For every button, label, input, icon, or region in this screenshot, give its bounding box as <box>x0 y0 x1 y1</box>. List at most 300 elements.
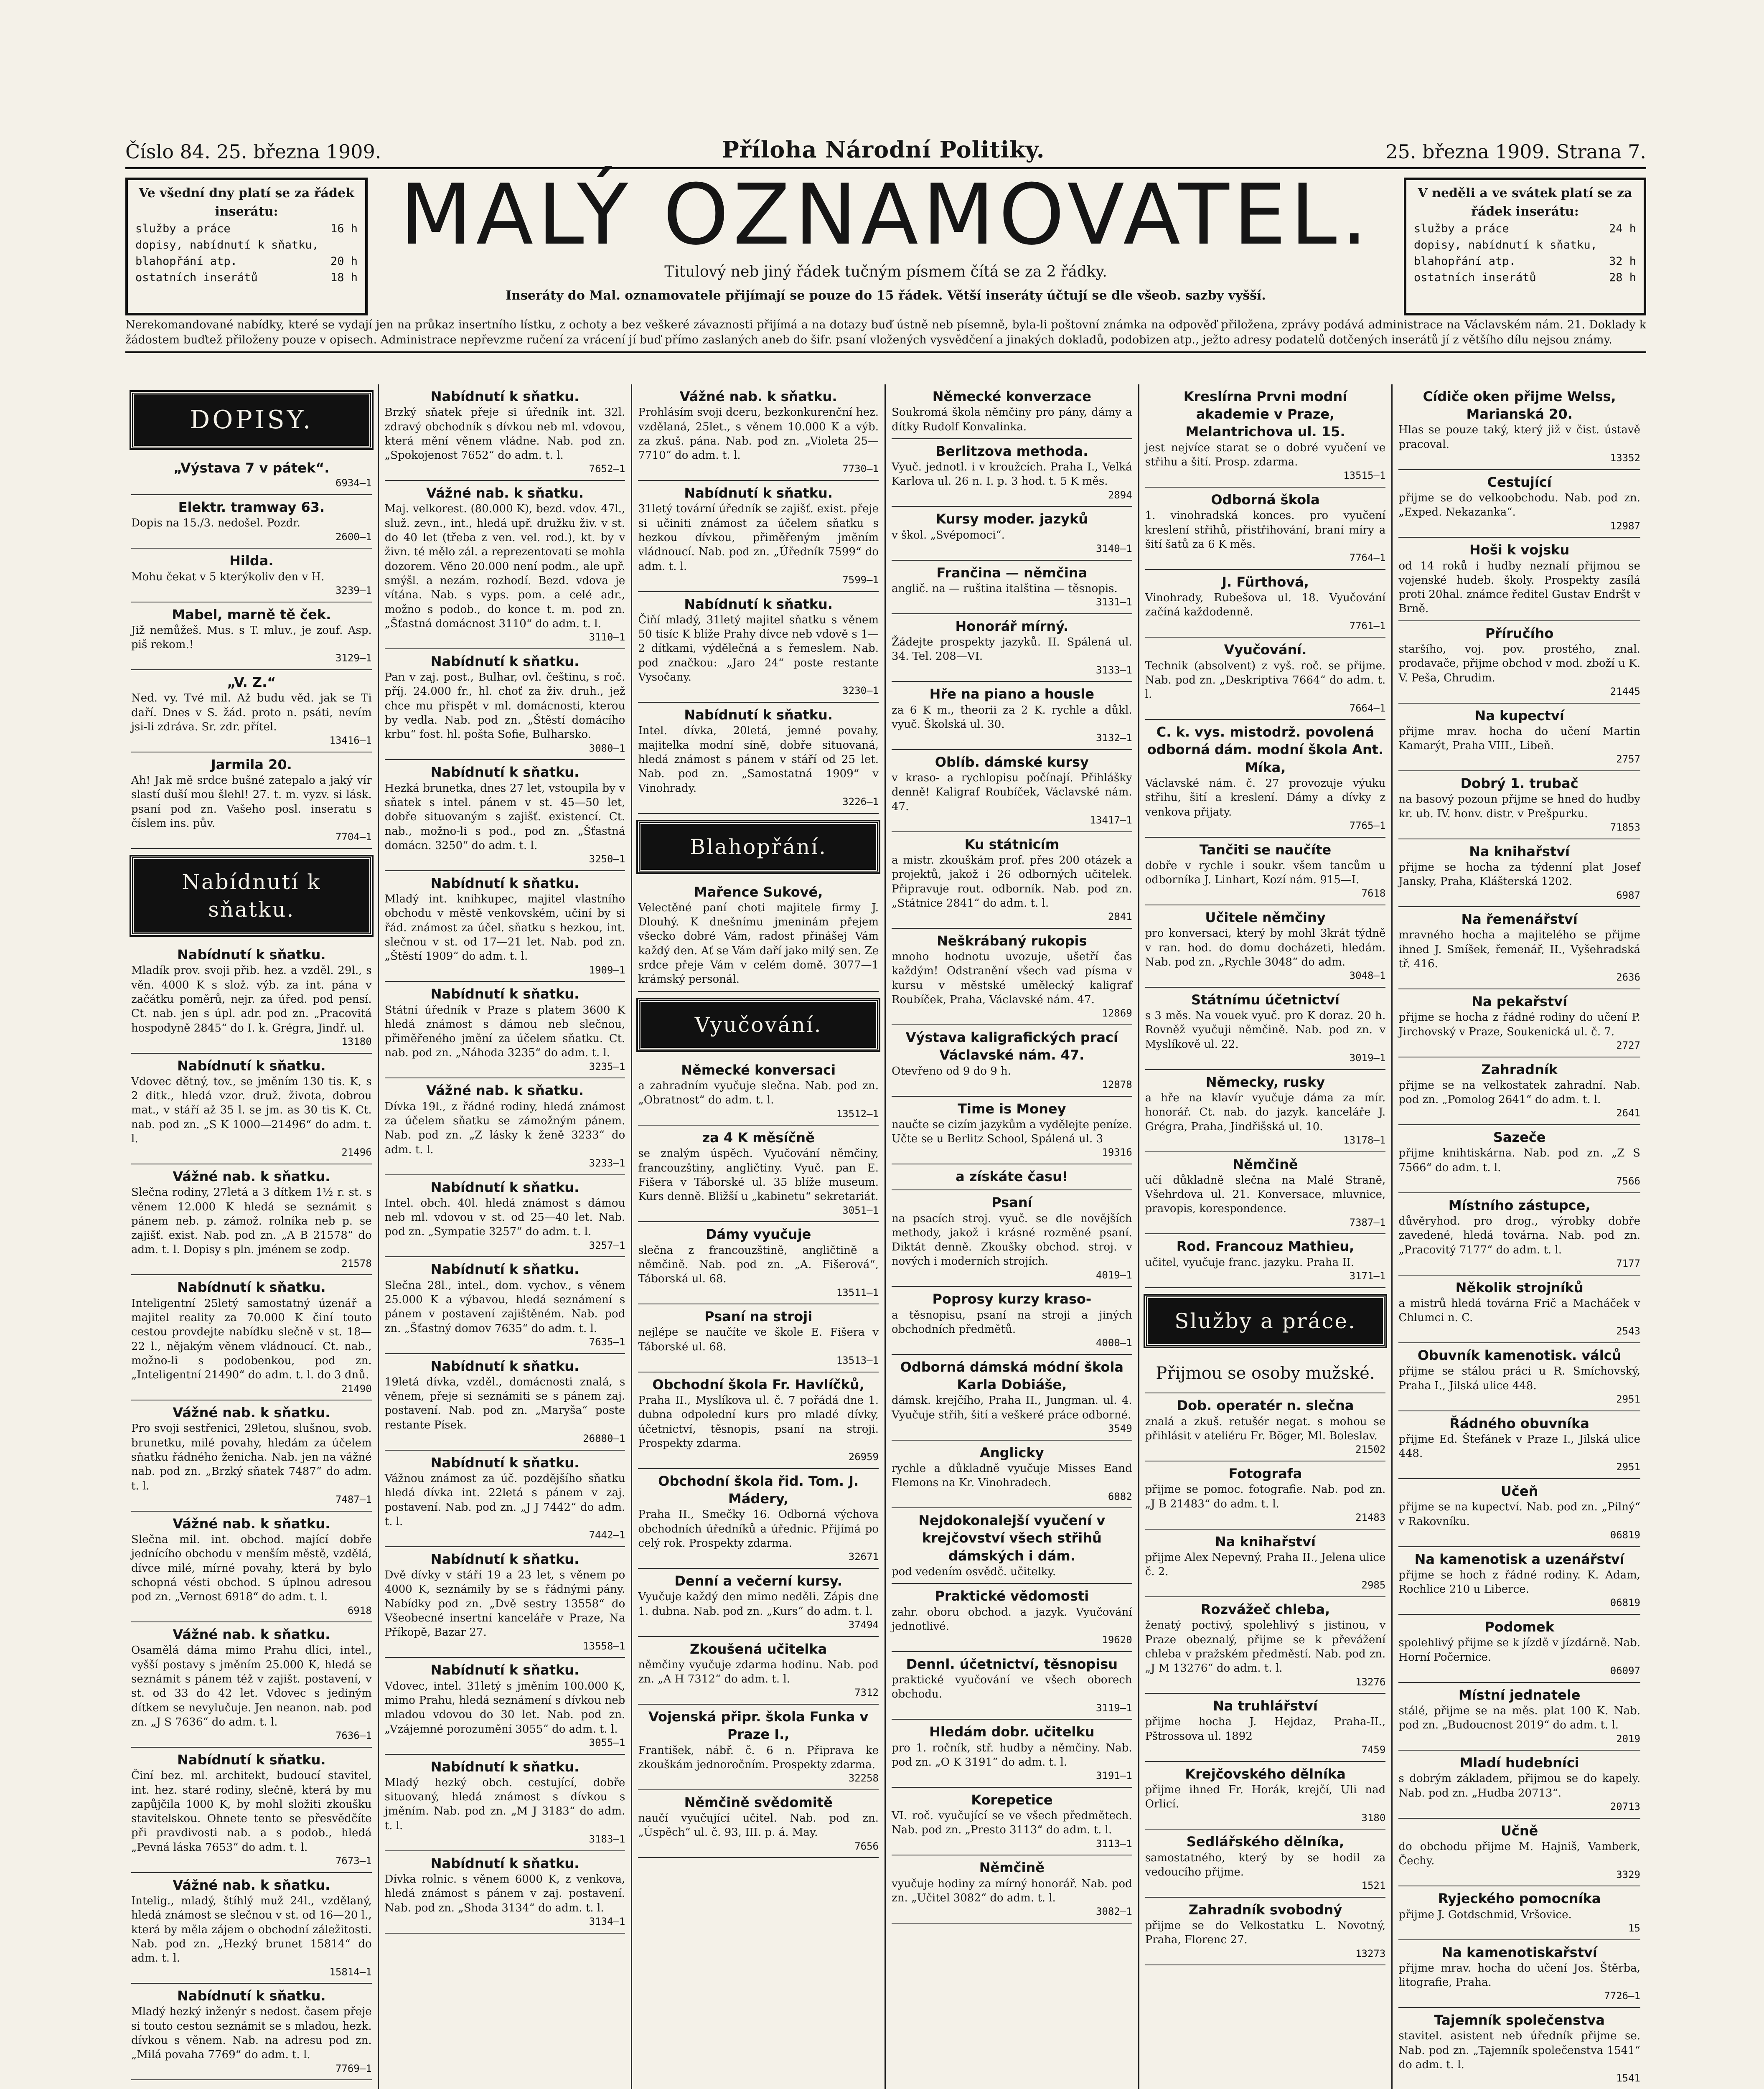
ad-heading: „Výstava 7 v pátek“. <box>173 460 330 476</box>
classified-ad <box>638 1126 879 1222</box>
ad-heading: Vážné nab. k sňatku. <box>426 485 584 501</box>
ad-body: s dobrým základem, přijmou se do kapely. Nab. pod zn. „Hudba 20713“. <box>1398 1772 1640 1799</box>
ad-body: Velectěné paní choti majitele firmy J. Dlouhý. K dnešnímu jmeninám přejem všecko dobré Vám, radost přinášej Vám každý den. Ať se Vám daří jako milý sen. Ze srdce přeje Vám v celém domě. 3077—1 krámský personál. <box>638 901 879 986</box>
ad-heading: Denní a večerní kursy. <box>674 1573 842 1589</box>
rate-row <box>1414 253 1636 269</box>
ad-heading: za 4 K měsíčně <box>702 1130 815 1146</box>
classified-ad <box>892 384 1132 439</box>
ad-ref: 71853 <box>1610 821 1640 834</box>
ad-ref: 32671 <box>848 1551 879 1563</box>
ad-body: do obchodu přijme M. Hajniš, Vamberk, Čechy. <box>1398 1840 1640 1868</box>
ad-body: František, nábř. č. 6 n. Připrava ke zkouškám jednoročním. Prospekty zdarma. <box>638 1744 879 1771</box>
ad-body: VI. roč. vyučující se ve všech předmětech. Nab. pod zn. „Presto 3113“ do adm. t. l. <box>892 1809 1132 1837</box>
ad-ref: 2985 <box>1361 1579 1386 1591</box>
ad-body: mravného hocha a majitelého se přijme ihned J. Smíšek, řemenář, II., Vyšehradská tř. 416. <box>1398 929 1640 971</box>
ad-ref: 3119—1 <box>1096 1702 1132 1714</box>
ad-heading: Hře na piano a housle <box>929 686 1094 702</box>
ad-heading: Řádného obuvníka <box>1449 1415 1589 1431</box>
ad-heading: Nabídnutí k sňatku. <box>177 1751 326 1768</box>
classified-ad <box>638 1058 879 1126</box>
ad-ref: 13276 <box>1355 1676 1386 1688</box>
ad-ref: 21496 <box>341 1146 372 1159</box>
ad-heading: Oblíb. dámské kursy <box>935 754 1089 770</box>
classified-ad <box>385 481 625 649</box>
ad-body: ženatý poctivý, spolehlivý s jistinou, v Praze obeznalý, přijme se k převážení chleba v pražském předměstí. Nab. pod zn. „J M 13276“ do adm. t. l. <box>1145 1619 1386 1675</box>
ad-ref: 26959 <box>848 1451 879 1463</box>
ad-ref: 3129—1 <box>335 652 372 664</box>
ad-heading: Sedlářského dělníka, <box>1186 1834 1345 1850</box>
ad-heading: Rozvážeč chleba, <box>1200 1601 1330 1618</box>
ad-body: přijme se hoch z řádné rodiny. K. Adam, Rochlice 210 u Liberce. <box>1398 1568 1640 1596</box>
ad-ref: 3257—1 <box>589 1239 625 1251</box>
ad-ref: 6882 <box>1108 1490 1132 1502</box>
ad-body: Mohu čekat v 5 kterýkoliv den v H. <box>131 570 325 583</box>
ad-ref: 3549 <box>1108 1423 1132 1435</box>
classified-ad <box>1145 638 1386 720</box>
classified-ad <box>638 1304 879 1372</box>
ad-ref: 7312 <box>854 1687 879 1699</box>
ad-body: Vyučuje každý den mimo neděli. Zápis dne 1. dubna. Nab. pod zn. „Kurs“ do adm. t. l. <box>638 1591 879 1618</box>
ad-heading: Sazeče <box>1493 1129 1546 1146</box>
ad-ref: 7704—1 <box>335 831 372 843</box>
ad-heading: Německé konversaci <box>681 1062 836 1078</box>
ad-heading: Německy, rusky <box>1205 1074 1325 1090</box>
ad-ref: 21502 <box>1355 1443 1386 1456</box>
ad-heading: Několik strojníků <box>1455 1279 1584 1296</box>
ad-body: přijme Alex Nepevný, Praha II., Jelena ulice č. 2. <box>1145 1551 1386 1578</box>
ad-heading: Státnímu účetnictví <box>1191 991 1340 1008</box>
newspaper-page <box>125 125 1646 2089</box>
ad-body: Pro svoji sestřenici, 29letou, slušnou, svob. brunetku, milé povahy, hledám za účelem sňatku řádného ženicha. Nab. jen na vážné nab. pod zn. „Brzký sňatek 7487“ do adm. t. l. <box>131 1422 372 1492</box>
ad-ref: 3134—1 <box>589 1915 625 1927</box>
classified-ad <box>1145 488 1386 570</box>
ad-body: přijme J. Gotdschmid, Vršovice. <box>1398 1908 1572 1921</box>
ad-heading: Mabel, marně tě ček. <box>172 606 331 623</box>
classified-ad <box>1398 1683 1640 1751</box>
ad-body: Intel. dívka, 20letá, jemné povahy, majitelka modní síně, dobře situovaná, hledá známost s pánem v stáří od 25 let. Nab. pod zn. „Samostatná 1909“ v Vinohrady. <box>638 724 879 795</box>
ad-body: Činí bez. ml. architekt, budoucí stavitel, int. hez. staré rodiny, slečně, která by mu zapůjčila 1000 K, by mohl složiti zkoušku stavitelskou. Ohnete tento se přesvědčíte při pravdivosti nab. a s podob., hledá „Pevná láska 7653“ do adm. t. l. <box>131 1769 372 1854</box>
ad-heading: Nabídnutí k sňatku. <box>430 1662 580 1678</box>
ad-body: Státní úředník v Praze s platem 3600 K hledá známost s dámou neb slečnou, přiměřeného jmění za účelem sňatku. Ct. nab. pod zn. „Náhoda 3235“ do adm. t. l. <box>384 1004 625 1060</box>
rate-price: 20 h <box>330 255 358 268</box>
column-6 <box>1393 384 1646 2089</box>
ad-ref: 06819 <box>1610 1597 1640 1609</box>
ad-ref: 21578 <box>341 1257 372 1269</box>
classified-ad <box>1398 1193 1640 1276</box>
ad-heading: Tančiti se naučíte <box>1199 841 1332 858</box>
ad-ref: 13416—1 <box>329 734 372 747</box>
classified-ad <box>892 1508 1132 1584</box>
ad-body: Technik (absolvent) z vyš. roč. se přijme. Nab. pod zn. „Deskriptiva 7664“ do adm. t. l. <box>1145 659 1386 701</box>
rate-row <box>1414 237 1636 253</box>
ad-body: přijme hocha J. Hejdaz, Praha-II., Pštrossova ul. 1892 <box>1145 1715 1386 1743</box>
ad-ref: 4019—1 <box>1096 1269 1132 1281</box>
ad-body: Vážnou známost za úč. pozdějšího sňatku hledá dívka int. 22letá s pánem v zaj. postavení. Nab. pod zn. „J J 7442“ do adm. t. l. <box>384 1472 625 1528</box>
rate-label: dopisy, nabídnutí k sňatku, <box>135 239 319 252</box>
ad-heading: Berlitzova methoda. <box>935 443 1088 459</box>
ad-body: přijme se hocha z řádné rodiny do učení P. Jirchovský v Praze, Soukenická ul. č. 7. <box>1398 1011 1640 1038</box>
rate-label: služby a práce <box>135 222 231 235</box>
ad-heading: Nabídnutí k sňatku. <box>430 653 580 669</box>
ad-heading: Místního zástupce, <box>1448 1197 1591 1213</box>
ad-ref: 1909—1 <box>589 964 625 976</box>
ad-ref: 1521 <box>1361 1880 1386 1892</box>
ad-body: němčiny vyučuje zdarma hodinu. Nab. pod zn. „A H 7312“ do adm. t. l. <box>638 1658 879 1686</box>
rate-label: ostatních inserátů <box>135 271 258 285</box>
ad-heading: Zahradník svobodný <box>1188 1901 1342 1918</box>
classified-ad <box>892 1097 1132 1165</box>
rate-row <box>135 253 358 269</box>
ad-body: dobře v rychle i soukr. všem tancům u odborníka J. Linhart, Kozí nám. 915—I. <box>1145 859 1386 887</box>
ad-heading: Zahradník <box>1481 1061 1558 1078</box>
classified-ad <box>1398 907 1640 989</box>
ad-body: praktické vyučování ve všech oborech obchodu. <box>892 1674 1132 1701</box>
classified-ad <box>892 929 1132 1025</box>
ad-ref: 6987 <box>1616 889 1640 901</box>
classified-ad <box>385 871 625 982</box>
ad-ref: 2841 <box>1108 911 1132 923</box>
ad-body: na basový pozoun přijme se hned do hudby kr. ub. IV. honv. distr. v Prešpurku. <box>1398 793 1640 820</box>
ad-body: zahr. oboru obchod. a jazyk. Vyučování jednotlivé. <box>892 1606 1132 1633</box>
ad-heading: Ku státnicím <box>964 836 1060 852</box>
classified-ad <box>1145 1762 1386 1830</box>
ad-body: pro 1. ročník, stř. hudby a němčiny. Nab. pod zn. „O K 3191“ do adm. t. l. <box>892 1741 1132 1769</box>
ad-ref: 13273 <box>1355 1947 1386 1959</box>
ad-body: pro konversaci, který by mohl 3krát týdně v ran. hod. do domu docházeti, hledám. Nab. pod zn. „Rychle 3048“ do adm. <box>1145 927 1386 968</box>
ad-heading: Němčině <box>1233 1156 1298 1172</box>
ad-body: stavitel. asistent neb úředník přijme se. Nab. pod zn. „Tajemník společenstva 1541“ do adm. t. l. <box>1398 2030 1640 2071</box>
classified-ad <box>131 1512 372 1622</box>
ad-heading: Němčině <box>979 1860 1045 1876</box>
ad-ref: 7656 <box>854 1840 879 1852</box>
ad-heading: Hoši k vojsku <box>1469 542 1570 558</box>
classified-ad <box>131 670 372 752</box>
section-banner-dopisy: DOPISY. <box>131 392 372 448</box>
ad-body: mnoho hodnotu uvozuje, ušetří čas každým! Odstranění všech vad písma v kursu v městské umělecký kaligraf Roubíček, Praha, Václavské nám. 47. <box>892 950 1132 1006</box>
ad-body: Intel. obch. 40l. hledá známost s dámou neb ml. vdovou v st. od 25—40 let. Nab. pod zn. „Sympatie 3257“ do adm. t. l. <box>384 1197 625 1238</box>
ad-body: Brzký sňatek přeje si úředník int. 32l. zdravý obchodník s dívkou neb ml. vdovou, která mění věnem vládne. Nab. pod zn. „Spokojenost 7652“ do adm. t. l. <box>384 406 625 462</box>
classified-ad <box>892 1287 1132 1355</box>
section-subtitle: Titulový neb jiný řádek tučným písmem čítá se za 2 řádky. <box>664 263 1107 280</box>
classified-ad <box>638 1222 879 1304</box>
ad-body: Slečna 28l., intel., dom. vychov., s věnem 25.000 K a výbavou, hledá seznámení s pánem v postavení zajištěném. Nab. pod zn. „Šťastný domov 7635“ do adm. t. l. <box>384 1279 625 1335</box>
classified-ad <box>892 1788 1132 1856</box>
ad-heading: Nabídnutí k sňatku. <box>430 1358 580 1374</box>
ad-body: Vdovec dětný, tov., se jměním 130 tis. K, s 2 ditk., hledá vzor. druž. života, dobrou mat., v stáří až 35 l. se jm. as 30 tis K. Ct. nab. pod zn. „S K 1000—21496“ do adm. t. l. <box>131 1075 372 1146</box>
ad-ref: 3019—1 <box>1349 1052 1386 1064</box>
classified-ad <box>638 1372 879 1469</box>
ad-body: Praha II., Myslíkova ul. č. 7 pořádá dne 1. dubna odpolední kurs pro mladé dívky, účetnictví, těsnopis, psaní na stroji. Prospekty zdarma. <box>638 1394 879 1450</box>
classified-ad <box>1398 1615 1640 1683</box>
ad-body: Dívka 19l., z řádné rodiny, hledá známost za účelem sňatku se zámožným pánem. Nab. pod zn. „Z lásky k ženě 3233“ do adm. t. l. <box>384 1100 625 1156</box>
ad-heading: Nejdokonalejší vyučení v krejčovství všech střihů dámských i dám. <box>918 1512 1106 1564</box>
classified-ad <box>892 439 1132 507</box>
ad-heading: Odborná dámská módní škola Karla Dobiáše, <box>900 1359 1123 1393</box>
ad-ref: 7618 <box>1361 887 1386 900</box>
ad-ref: 1541 <box>1616 2072 1640 2084</box>
ad-body: rychle a důkladně vyučuje Misses Eand Flemons na Kr. Vinohradech. <box>892 1462 1132 1489</box>
ad-ref: 3183—1 <box>589 1833 625 1845</box>
ad-body: přijme knihtiskárna. Nab. pod zn. „Z S 7566“ do adm. t. l. <box>1398 1147 1640 1174</box>
classified-ad <box>638 1469 879 1569</box>
ad-heading: Vážné nab. k sňatku. <box>173 1626 330 1643</box>
ad-ref: 3140—1 <box>1096 542 1132 554</box>
ad-ref: 3329 <box>1616 1868 1640 1881</box>
weekday-rates-heading: Ve všední dny platí se za řádek inserátu: <box>139 186 354 219</box>
ad-heading: Jarmila 20. <box>211 756 292 773</box>
ad-heading: Ryjeckého pomocníka <box>1438 1891 1601 1907</box>
section-banner-snatky: Nabídnutí k sňatku. <box>131 856 372 935</box>
ad-ref: 3191—1 <box>1096 1770 1132 1782</box>
ad-body: stálé, přijme se na měs. plat 100 K. Nab. pod zn. „Budoucnost 2019“ do adm. t. l. <box>1398 1704 1640 1732</box>
ad-body: důvěryhod. pro drog., výrobky dobře zavedené, hledá továrna. Nab. pod zn. „Pracovitý 7177“ do adm. t. l. <box>1398 1215 1640 1256</box>
ad-ref: 3226—1 <box>842 795 879 808</box>
ad-body: přijme mrav. hocha do učení Jos. Štěrba, litografie, Praha. <box>1398 1962 1640 1989</box>
ad-ref: 7764—1 <box>1349 552 1386 564</box>
classified-ad <box>1145 720 1386 837</box>
classified-ad <box>892 1720 1132 1788</box>
classified-ad <box>1398 1547 1640 1615</box>
classified-ad <box>892 682 1132 750</box>
ad-heading: Nabídnutí k sňatku. <box>177 1279 326 1296</box>
ad-heading: Na truhlářství <box>1213 1698 1318 1714</box>
ad-heading: „V. Z.“ <box>227 674 276 691</box>
ad-heading: Nabídnutí k sňatku. <box>177 947 326 963</box>
ad-heading: Na kamenotiskařství <box>1441 1944 1597 1960</box>
ad-heading: Na kupectví <box>1474 707 1564 724</box>
ad-ref: 21445 <box>1610 685 1640 697</box>
classified-ad <box>1398 989 1640 1057</box>
ad-heading: Příručího <box>1485 625 1554 641</box>
classified-ad <box>131 1873 372 1984</box>
ad-body: Otevřeno od 9 do 9 h. <box>892 1065 1012 1078</box>
ad-heading: Vážné nab. k sňatku. <box>426 1083 584 1099</box>
classified-ad <box>1398 1057 1640 1126</box>
classified-ad <box>131 602 372 671</box>
supplement-title: Příloha Národní Politiky. <box>722 136 1045 163</box>
weekday-rates-box <box>125 178 368 315</box>
ad-body: Dopis na 15./3. nedošel. Pozdr. <box>131 517 301 530</box>
ad-body: Již nemůžeš. Mus. s T. mluv., je zouf. Asp. piš rekom.! <box>131 624 372 651</box>
ad-heading: Dámy vyučuje <box>705 1226 811 1243</box>
ad-ref: 7177 <box>1616 1257 1640 1269</box>
classified-ad <box>1145 1461 1386 1530</box>
holiday-rates-box <box>1404 178 1646 315</box>
ad-heading: Dennl. účetnictví, těsnopisu <box>906 1656 1118 1672</box>
ad-body: Osamělá dáma mimo Prahu dlíci, intel., vyšší postavy s jměním 25.000 K, hledá se seznámit s pánem též v zajišt. postavení, v st. od 33 do 42 let. Vdovec s jediným dítkem se nevylučuje. Jen neanon. nab. pod zn. „J S 7636“ do adm. t. l. <box>131 1644 372 1728</box>
ad-body: pod vedením osvědč. učitelky. <box>892 1565 1056 1578</box>
ad-heading: Honorář mírný. <box>955 618 1069 634</box>
ad-ref: 3235—1 <box>589 1060 625 1072</box>
classified-ad <box>1145 905 1386 988</box>
ad-body: Hlas se pouze taký, který již v čist. ústavě pracoval. <box>1398 424 1640 451</box>
ad-ref: 3230—1 <box>842 685 879 697</box>
ad-heading: Nabídnutí k sňatku. <box>430 986 580 1002</box>
classified-ad <box>892 1164 1132 1190</box>
ad-body: 19letá dívka, vzděl., domácnosti znalá, s věnem, přeje si seznámiti se s pánem zaj. postavení. Nab. pod zn. „Maryša“ poste restante Písek. <box>384 1375 625 1431</box>
ad-heading: Fotografa <box>1228 1465 1302 1482</box>
ad-ref: 2600—1 <box>335 531 372 543</box>
ad-body: s 3 měs. Na vouek vyuč. pro K doraz. 20 h. Rovněž vyučuji němčině. Nab. pod zn. v Myslíkově ul. 22. <box>1145 1009 1386 1051</box>
classified-ad <box>385 1078 625 1175</box>
section-title: MALÝ OZNAMOVATEL. <box>399 166 1372 264</box>
ad-ref: 19316 <box>1102 1146 1132 1159</box>
rate-label: ostatních inserátů <box>1414 271 1536 285</box>
ad-ref: 3131—1 <box>1096 596 1132 608</box>
column-4 <box>886 384 1139 2089</box>
ad-heading: Nabídnutí k sňatku. <box>177 1057 326 1074</box>
classified-ad <box>385 982 625 1078</box>
ad-ref: 7636—1 <box>335 1730 372 1742</box>
ad-heading: Místní jednatele <box>1458 1687 1581 1703</box>
classified-ad <box>1398 470 1640 538</box>
rate-label: blahopřání atp. <box>135 255 237 268</box>
ad-heading: Nabídnutí k sňatku. <box>430 1855 580 1871</box>
classified-ad <box>385 649 625 760</box>
ad-body: 31letý tovární úředník se zajišť. exist. přeje si učiniti známost za účelem sňatku s hezkou dívkou, přiměřeným jměním vládnoucí. Nab. pod zn. „Úředník 7599“ do adm. t. l. <box>638 503 879 573</box>
ad-heading: Učeň <box>1500 1483 1538 1499</box>
ad-heading: Vážné nab. k sňatku. <box>173 1515 330 1532</box>
rate-price: 18 h <box>330 271 358 285</box>
classified-ad <box>1398 1886 1640 1940</box>
ad-body: Dívka rolnic. s věnem 6000 K, z venkova, hledá známost s pánem v zaj. postavení. Nab. pod zn. „Shoda 3134“ do adm. t. l. <box>384 1873 625 1914</box>
ad-ref: 3080—1 <box>589 742 625 754</box>
ad-heading: Obchodní škola Fr. Havlíčků, <box>652 1376 864 1393</box>
ad-heading: Nabídnutí k sňatku. <box>177 1988 326 2004</box>
classified-ad <box>385 1451 625 1547</box>
ad-body: a mistr. zkouškám prof. přes 200 otázek a projektů, jakož i 26 odborných učitelek. Připravuje rout. odborník. Nab. pod zn. „Státnice 2841“ do adm. t. l. <box>892 854 1132 910</box>
ad-ref: 3055—1 <box>589 1736 625 1748</box>
classified-ad <box>1145 1530 1386 1598</box>
ad-heading: Mladí hudebníci <box>1459 1755 1579 1771</box>
classified-ad <box>1398 2008 1640 2089</box>
classified-ad <box>1145 1393 1386 1461</box>
ad-heading: Němčině svědomitě <box>684 1794 833 1810</box>
ad-ref: 3239—1 <box>335 584 372 596</box>
classified-ad <box>131 752 372 849</box>
holiday-rates-heading: V neděli a ve svátek platí se za řádek inserátu: <box>1418 186 1632 219</box>
classified-ad <box>1398 1411 1640 1479</box>
classified-ad <box>385 1175 625 1258</box>
ad-body: samostatného, který by se hodil za vedoucího přijme. <box>1145 1851 1386 1878</box>
ad-ref: 3180 <box>1361 1812 1386 1824</box>
classified-ad <box>131 943 372 1053</box>
ad-ref: 7652—1 <box>589 463 625 475</box>
classified-ad <box>131 1164 372 1275</box>
ad-ref: 3250—1 <box>589 853 625 865</box>
ad-ref: 3132—1 <box>1096 732 1132 744</box>
classified-ad <box>1145 1694 1386 1762</box>
ad-ref: 13352 <box>1610 452 1640 464</box>
ad-body: Mladý int. knihkupec, majitel vlastního obchodu v městě venkovském, učiní by si řád. známost za účel. sňatku s hezkou, int. slečnou v st. od 17—21 let. Nab. pod zn. „Štěstí 1909“ do adm. t. l. <box>384 893 625 963</box>
classified-ad <box>1145 1597 1386 1694</box>
classified-ad <box>385 1257 625 1354</box>
classified-ad <box>638 1569 879 1637</box>
classified-ad <box>892 561 1132 614</box>
classified-ad <box>892 1441 1132 1509</box>
ad-body: Mladý hezký obch. cestující, dobře situovaný, hledá známost s dívkou s jměním. Nab. pod zn. „M J 3183“ do adm. t. l. <box>384 1776 625 1832</box>
ad-heading: Vážné nab. k sňatku. <box>679 389 837 404</box>
classified-ad <box>1398 1125 1640 1193</box>
ad-heading: Dob. operatér n. slečna <box>1177 1398 1354 1414</box>
classified-ad <box>385 1851 625 1934</box>
ad-body: a zahradním vyučuje slečna. Nab. pod zn. „Obratnost“ do adm. t. l. <box>638 1079 879 1107</box>
classified-ad <box>892 1355 1132 1441</box>
ad-body: Vdovec, intel. 31letý s jměním 100.000 K, mimo Prahu, hledá seznámení s dívkou neb mladou vdovou do 30 let. Nab. pod zn. „Vzájemné porozumění 3055“ do adm. t. l. <box>384 1680 625 1736</box>
ad-heading: Vážné nab. k sňatku. <box>173 1877 330 1893</box>
ad-heading: Nabídnutí k sňatku. <box>430 764 580 780</box>
ad-ref: 7664—1 <box>1349 702 1386 714</box>
ad-ref: 2641 <box>1616 1107 1640 1119</box>
classified-ad <box>892 1652 1132 1720</box>
ad-heading: a získáte času! <box>956 1169 1068 1185</box>
ad-body: Mladý hezký inženýr s nedost. časem přeje si touto cestou seznámit se s mladou, hezk. dívkou s věnem. Nab. na adresu pod zn. „Milá povaha 7769“ do adm. t. l. <box>131 2005 372 2061</box>
rate-row <box>135 237 358 253</box>
ad-heading: Odborná škola <box>1211 492 1320 508</box>
ad-body: a těsnopisu, psaní na stroji a jiných obchodních předmětů. <box>892 1309 1132 1336</box>
ad-ref: 13515—1 <box>1343 470 1386 482</box>
classified-ad <box>892 1190 1132 1287</box>
ad-ref: 2894 <box>1108 489 1132 501</box>
ad-heading: Tajemník společenstva <box>1434 2012 1605 2028</box>
ad-heading: Rod. Francouz Mathieu, <box>1176 1238 1355 1255</box>
ad-heading: Psaní na stroji <box>704 1309 813 1325</box>
ad-ref: 3171—1 <box>1349 1270 1386 1282</box>
classified-ad <box>1398 771 1640 839</box>
ad-ref: 13180 <box>341 1035 372 1047</box>
classified-ad <box>638 1705 879 1790</box>
ad-heading: Time is Money <box>958 1100 1066 1117</box>
classified-ad <box>1398 1940 1640 2008</box>
page-info: 25. března 1909. Strana 7. <box>1385 140 1646 163</box>
ad-heading: Praktické vědomosti <box>935 1588 1089 1604</box>
ad-body: se znalým úspěch. Vyučování němčiny, francouzštiny, angličtiny. Vyuč. pan E. Fišera v Táborské ul. 35 blíže museum. Kurs denně. Bližší u „kabinetu“ sekretariát. <box>638 1147 879 1203</box>
ad-body: od 14 roků i hudby neznalí přijmou se vojenské hudeb. školy. Prospekty zasílá proti 20hal. známce ředitel Gustav Endršt v Brně. <box>1398 559 1640 615</box>
ad-body: Dvě dívky v stáří 19 a 23 let, s věnem po 4000 K, seznámily by se s řádnými pány. Nabídky pod zn. „Dvě sestry 13558“ do Všeobecné insertní kanceláře v Praze, Na Příkopě, Bazar 27. <box>384 1569 625 1639</box>
classified-ad <box>1398 1343 1640 1411</box>
classified-ad <box>131 1984 372 2080</box>
ad-body: Pan v zaj. post., Bulhar, ovl. češtinu, s roč. příj. 24.000 fr., hl. choť za živ. druh., jež chce mu přispět v ml. domácnosti, kterou by vedla. Nab. pod zn. „Štěstí domácího krbu“ fost. hl. pošta Sofie, Bulharsko. <box>384 671 625 741</box>
rate-row <box>1414 269 1636 286</box>
ad-ref: 13417—1 <box>1090 814 1132 826</box>
ad-body: vyučuje hodiny za mírný honorář. Nab. pod zn. „Učitel 3082“ do adm. t. l. <box>892 1877 1132 1904</box>
column-3 <box>632 384 886 2089</box>
ad-heading: Kreslírna Prvni modní akademie v Praze, Melantrichova ul. 15. <box>1183 389 1347 440</box>
ad-ref: 06819 <box>1610 1529 1640 1541</box>
classified-ad <box>385 1547 625 1658</box>
ad-body: Václavské nám. č. 27 provozuje výuku střihu, šití a kreslení. Dámy a dívky z venkova přijaty. <box>1145 777 1386 818</box>
ad-heading: Obchodní škola řid. Tom. J. Mádery, <box>658 1473 859 1507</box>
ad-body: Vinohrady, Rubešova ul. 18. Vyučování začíná každodenně. <box>1145 592 1386 619</box>
ad-body: Mladík prov. svoji přib. hez. a vzděl. 29l., s věn. 4000 K s slož. výb. za int. pána v začátku poměrů, nejr. za úřed. pod pensí. Ct. nab. jen s úpl. adr. pod zn. „Pracovitá hospodyně 2845“ do I. k. Grégra, Jindř. ul. <box>131 964 372 1034</box>
classified-ad <box>1145 1234 1386 1288</box>
ad-ref: 7726—1 <box>1604 1990 1640 2002</box>
rate-label: služby a práce <box>1414 222 1509 235</box>
classified-ad <box>1145 384 1386 488</box>
ad-heading: Kursy moder. jazyků <box>935 511 1088 527</box>
ad-heading: Nabídnutí k sňatku. <box>684 707 833 723</box>
ad-ref: 13513—1 <box>836 1355 879 1367</box>
ad-body: staršího, voj. pov. prostého, znal. prodavače, přijme obchod v mod. zboží u K. V. Peša, Chrudim. <box>1398 643 1640 684</box>
rate-label: dopisy, nabídnutí k sňatku, <box>1414 239 1597 252</box>
issue-info: Číslo 84. 25. března 1909. <box>125 140 381 163</box>
ad-body: nejlépe se naučíte ve škole E. Fišera v Táborské ul. 68. <box>638 1326 879 1353</box>
ad-heading: Nabídnutí k sňatku. <box>684 596 833 612</box>
classified-ad <box>385 1658 625 1754</box>
ad-body: přijme se do Velkostatku L. Novotný, Praha, Florenc 27. <box>1145 1919 1386 1947</box>
classified-ad <box>1145 988 1386 1070</box>
ad-heading: Neškrábaný rukopis <box>937 933 1087 949</box>
